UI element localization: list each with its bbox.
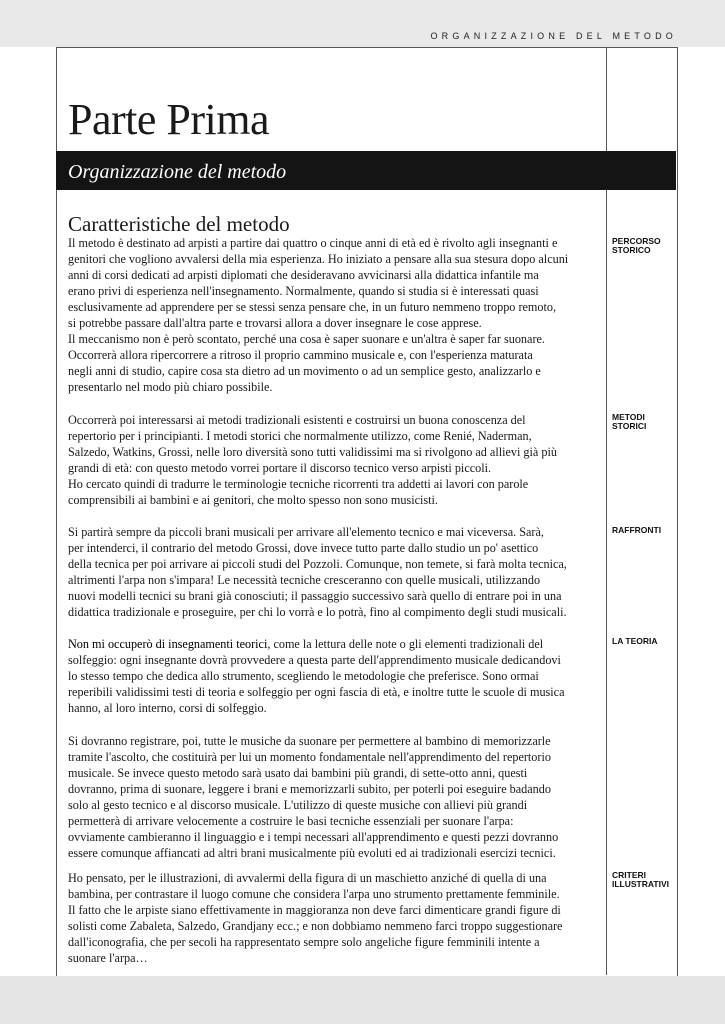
sidenote-line: STORICI (612, 421, 647, 431)
text-line: Si partirà sempre da piccoli brani musicali per arrivare all'elemento tecnico e mai viceversa. Sarà, (68, 525, 544, 539)
section-title: Caratteristiche del metodo (68, 212, 290, 236)
text-line: suonare l'arpa… (68, 951, 148, 965)
text-line: ovviamente cambieranno il linguaggio e i tempi necessari all'apprendimento e questi pezzi dovranno (68, 830, 559, 844)
text-line: per intenderci, il contrario del metodo Grossi, dove invece tutto parte dallo studio un po' asettico (68, 541, 539, 555)
text-line: Il fatto che le arpiste siano effettivamente in maggioranza non deve farci dimenticare grandi figure di (68, 903, 561, 917)
right-margin (677, 47, 725, 976)
sidenote-line: LA TEORIA (612, 636, 658, 646)
text-line: Ho pensato, per le illustrazioni, di avvalermi della figura di un maschietto anziché di quella di una (68, 871, 547, 885)
text-line: Si dovranno registrare, poi, tutte le musiche da suonare per permettere al bambino di memorizzarle (68, 734, 551, 748)
text-line: comprensibili ai bambini e ai genitori, che molto spesso non sono musicisti. (68, 493, 438, 507)
text-line: hanno, al loro interno, corsi di solfeggio. (68, 701, 267, 715)
chapter-subtitle: Organizzazione del metodo (68, 161, 287, 183)
text-line: Salzedo, Watkins, Grossi, nelle loro diversità sono tutti validissimi ma si rivolgono ad allievi già più (68, 445, 557, 459)
text-line: presentarlo nel modo più chiaro possibile. (68, 380, 273, 394)
text-line: esclusivamente ad apprendere per se stessi senza pensare che, in un futuro nemmeno troppo remoto, (68, 300, 557, 314)
text-run: , come la lettura delle note o gli elementi tradizionali del (267, 637, 544, 651)
text-line: nuovi modelli tecnici su brani già conosciuti; il passaggio successivo sarà quello di entrare poi in una (68, 589, 562, 603)
text-line: essere comunque affiancati ad altri brani musicalmente più evoluti ed ai tradizionali esercizi tecnici. (68, 846, 556, 860)
sidenote-line: PERCORSO (612, 236, 661, 246)
text-line: reperibili validissimi testi di teoria e solfeggio per ogni fascia di età, e inoltre tutte le scuole di musica (68, 685, 565, 699)
text-line: repertorio per i principianti. I metodi storici che normalmente utilizzo, come Renié, Naderman, (68, 429, 532, 443)
text-line: genitori che vogliono avvalersi della mia esperienza. Ho iniziato a pensare alla sua stesura dopo alcuni (68, 252, 569, 266)
text-line: della tecnica per poi arrivare ai piccoli studi del Pozzoli. Comunque, non temete, si farà molta tecnica, (68, 557, 567, 571)
text-line: erano privi di esperienza nell'insegnamento. Normalmente, quando si studia si è interessati quasi (68, 284, 539, 298)
text-line: Il metodo è destinato ad arpisti a partire dai quattro o cinque anni di età ed è rivolto agli insegnanti e (68, 236, 558, 250)
text-line: Occorrerà allora ripercorrere a ritroso il proprio cammino musicale e, con l'esperienza maturata (68, 348, 533, 362)
sidenote-line: RAFFRONTI (612, 525, 662, 535)
sidenote-raffronti (612, 526, 682, 535)
left-margin (0, 47, 56, 976)
bottom-strip (0, 976, 725, 1024)
running-head: ORGANIZZAZIONE DEL METODO (430, 31, 677, 41)
text-line: negli anni di studio, capire cosa sta dietro ad un movimento o ad un semplice gesto, analizzarlo e (68, 364, 541, 378)
text-line: musicale. Se invece questo metodo sarà usato dai bambini più grandi, di sette-otto anni, questi (68, 766, 528, 780)
text-line: lo stesso tempo che dedica allo strumento, scegliendo le metodologie che preferisce. Sono ormai (68, 669, 539, 683)
text-line: didattica tradizionale e proseguire, per chi lo vorrà e lo potrà, fino al compimento degli studi musicali. (68, 605, 567, 619)
text-line: Il meccanismo non è però scontato, perché una cosa è saper suonare e un'altra è saper far suonare. (68, 332, 545, 346)
sidenote-criteri-illustrativi (612, 871, 682, 889)
sidenote-line: STORICO (612, 245, 651, 255)
text-line: dovranno, prima di suonare, leggere i brani e memorizzarli subito, per poterli poi eseguire badando (68, 782, 551, 796)
text-line: grandi di età: con questo metodo vorrei portare il discorso tecnico verso arpisti piccoli. (68, 461, 492, 475)
text-line: dall'iconografia, che per secoli ha rappresentato sempre solo angeliche figure femminili intente a (68, 935, 540, 949)
paragraph-6 (68, 870, 600, 966)
text-line: solo al gesto tecnico e al discorso musicale. L'utilizzo di queste musiche con allievi più grandi (68, 798, 528, 812)
text-line (68, 636, 600, 652)
sidenote-line: CRITERI (612, 870, 646, 880)
text-line: Occorrerà poi interessarsi ai metodi tradizionali esistenti e costruirsi un buona conoscenza del (68, 413, 526, 427)
text-line: si potrebbe passare dall'altra parte e trovarsi allora a dover insegnare le cose apprese. (68, 316, 482, 330)
text-line: permetterà di arrivare velocemente a costruire le basi tecniche essenziali per suonare l'arpa: (68, 814, 514, 828)
sidenote-metodi-storici (612, 413, 682, 431)
paragraph-2 (68, 412, 600, 508)
part-title: Parte Prima (68, 95, 270, 144)
text-line: Ho cercato quindi di tradurre le terminologie tecniche ricorrenti tra addetti ai lavori con parole (68, 477, 529, 491)
paragraph-1 (68, 235, 600, 395)
paragraph-5 (68, 733, 600, 861)
text-line: solfeggio: ogni insegnante dovrà provvedere a questa parte dell'apprendimento musicale dedicandovi (68, 653, 561, 667)
lead-phrase: Non mi occuperò di insegnamenti teorici (68, 637, 268, 651)
paragraph-3 (68, 524, 600, 620)
sidenote-percorso-storico (612, 237, 682, 255)
text-line: anni di corsi dedicati ad arpisti diplomati che desideravano avvicinarsi alla didattica infantile ma (68, 268, 539, 282)
text-line: bambina, per contrastare il luogo comune che considera l'arpa uno strumento prettamente femminile. (68, 887, 560, 901)
text-line: solisti come Zabaleta, Salzedo, Grandjany ecc.; e non dobbiamo nemmeno farci troppo suggestionare (68, 919, 563, 933)
text-line: altrimenti l'arpa non s'impara! Le necessità tecniche cresceranno con quelle musicali, utilizzando (68, 573, 541, 587)
sidenote-la-teoria (612, 637, 682, 646)
sidenote-line: ILLUSTRATIVI (612, 879, 669, 889)
paragraph-4 (68, 636, 600, 716)
sidenote-line: METODI (612, 412, 645, 422)
text-line: tramite l'ascolto, che costituirà per lui un momento fondamentale nell'apprendimento del repertorio (68, 750, 551, 764)
